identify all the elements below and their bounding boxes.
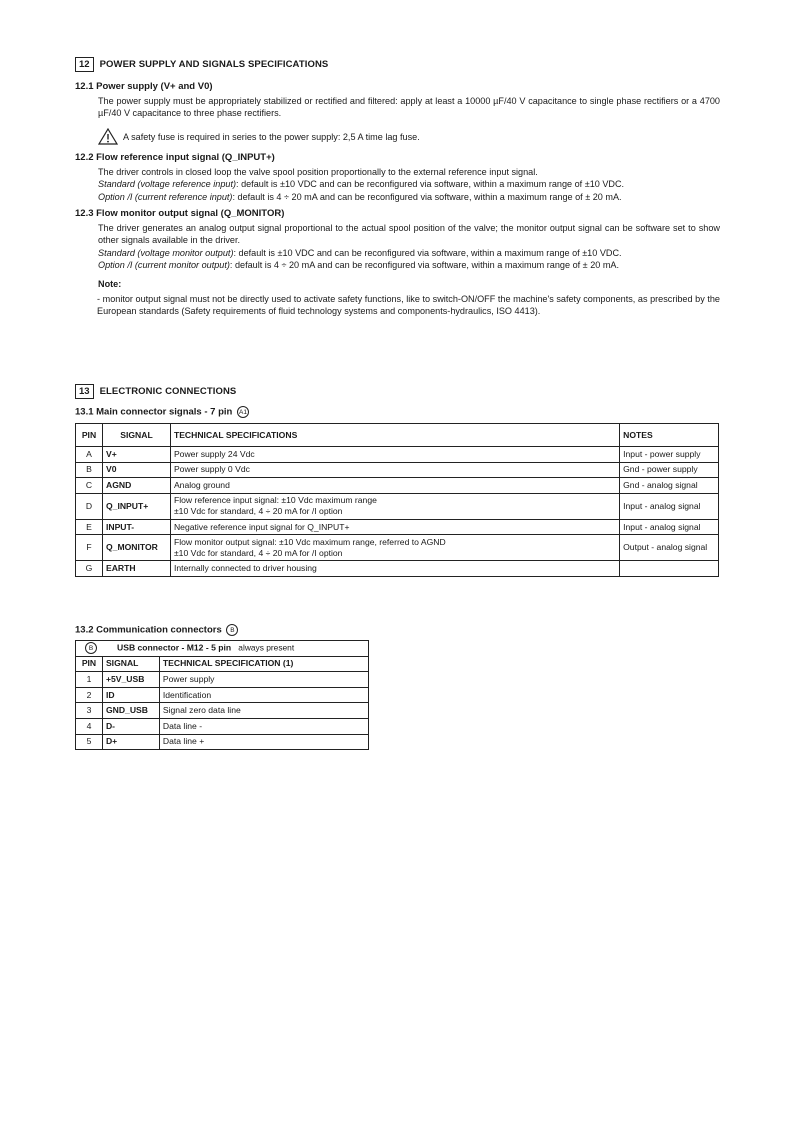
pin-cell: 4 [76,718,103,734]
flow-monitor-option [98,259,720,271]
table-row [76,519,719,535]
usb-title: USB connector - M12 - 5 pin [117,642,232,653]
pin-cell: A [76,447,103,463]
signal-cell: Q_INPUT+ [102,493,170,519]
pin-cell: G [76,561,103,577]
header-spec: TECHNICAL SPECIFICATION (1) [159,656,368,672]
spec-line: Flow monitor output signal: ±10 Vdc maximum range, referred to AGND [173,536,446,547]
notes-cell: Input - analog signal [620,519,719,535]
pin-cell: C [76,478,103,494]
section-12-header [75,57,328,72]
spec-cell: Identification [159,687,368,703]
option-text: : default is 4 ÷ 20 mA and can be reconfigured via software, within a maximum range of ± 20 mA. [232,191,622,202]
standard-text: : default is ±10 VDC and can be reconfigured via software, within a maximum range of ±10 VDC. [236,179,625,190]
section-title: ELECTRONIC CONNECTIONS [99,386,237,397]
spec-line: Flow reference input signal: ±10 Vdc maximum range [173,495,377,506]
flow-reference-line: The driver controls in closed loop the valve spool position proportionally to the external reference input signal. [98,167,538,177]
pin-cell: 2 [76,687,103,703]
signal-cell: AGND [102,478,170,494]
subsection-13-2-heading [75,624,238,636]
note-label: Note: [98,279,122,289]
spec-cell: Analog ground [170,478,619,494]
header-pin: PIN [76,424,103,447]
header-notes: NOTES [620,424,719,447]
spec-line: ±10 Vdc for standard, 4 ÷ 20 mA for /I option [173,547,343,558]
main-connector-table [75,423,719,577]
spec-cell: Data line - [159,718,368,734]
flow-reference-standard [98,178,720,190]
standard-label: Standard (voltage reference input) [98,179,237,190]
table-row [76,447,719,463]
pin-cell: D [76,493,103,519]
usb-title-row [76,641,369,657]
table-row [76,493,719,519]
subsection-12-3-heading: 12.3 Flow monitor output signal (Q_MONITOR) [75,208,285,219]
table-row [76,478,719,494]
pin-cell: 1 [76,672,103,688]
notes-cell: Gnd - power supply [620,462,719,478]
flow-reference-option [98,191,720,203]
heading-text: 13.1 Main connector signals - 7 pin [75,406,233,418]
signal-cell: GND_USB [102,703,159,719]
option-text: : default is 4 ÷ 20 mA and can be reconfigured via software, within a maximum range of ± 20 mA. [229,259,620,270]
usb-connector-table [75,640,369,750]
signal-cell: V0 [102,462,170,478]
notes-cell [620,561,719,577]
pin-cell: 5 [76,734,103,750]
option-label: Option /I (current reference input) [98,191,233,202]
usb-title-cell [76,641,369,657]
header-pin: PIN [76,656,103,672]
header-signal: SIGNAL [102,424,170,447]
notes-cell: Gnd - analog signal [620,478,719,494]
table-header-row [76,656,369,672]
table-row [76,687,369,703]
standard-label: Standard (voltage monitor output) [98,247,234,258]
table-row [76,672,369,688]
signal-cell: V+ [102,447,170,463]
warning-triangle-icon [98,128,118,145]
notes-cell: Input - analog signal [620,493,719,519]
subsection-13-1-heading [75,406,249,418]
spec-cell: Signal zero data line [159,703,368,719]
section-13-header [75,384,236,399]
signal-cell: +5V_USB [102,672,159,688]
signal-cell: INPUT- [102,519,170,535]
table-row [76,718,369,734]
subsection-12-1-heading: 12.1 Power supply (V+ and V0) [75,81,213,92]
safety-warning [98,128,420,145]
header-spec: TECHNICAL SPECIFICATIONS [170,424,619,447]
spec-cell: Negative reference input signal for Q_INPUT+ [170,519,619,535]
flow-monitor-text [98,222,720,271]
note-text: - monitor output signal must not be directly used to activate safety functions, like to switch-ON/OFF the machine's safety components, as prescribed by the European standards (Safety requirements of fluid technology systems and components-hydraulics, ISO 4413). [97,294,720,317]
spec-cell: Power supply [159,672,368,688]
table-row [76,703,369,719]
table-row [76,561,719,577]
flow-reference-text [98,166,720,203]
subsection-12-2-heading: 12.2 Flow reference input signal (Q_INPUT+) [75,152,275,163]
signal-cell: D+ [102,734,159,750]
warning-text: A safety fuse is required in series to the power supply: 2,5 A time lag fuse. [123,131,420,142]
signal-cell: D- [102,718,159,734]
table-row [76,462,719,478]
table-row [76,535,719,561]
connector-badge: A1 [237,406,249,418]
flow-monitor-line: The driver generates an analog output signal proportional to the actual spool position of the valve; the monitor output signal can be software set to show other signals available in the driver. [98,223,720,246]
pin-cell: E [76,519,103,535]
notes-cell: Input - power supply [620,447,719,463]
spec-line: ±10 Vdc for standard, 4 ÷ 20 mA for /I option [173,506,343,517]
pin-cell: F [76,535,103,561]
signal-cell: Q_MONITOR [102,535,170,561]
table-row [76,734,369,750]
header-signal: SIGNAL [102,656,159,672]
spec-cell: Internally connected to driver housing [170,561,619,577]
notes-cell: Output - analog signal [620,535,719,561]
table-header-row [76,424,719,447]
flow-monitor-standard [98,247,720,259]
power-supply-text: The power supply must be appropriately stabilized or rectified and filtered: apply at least a 10000 µF/40 V capacitance to single phase rectifiers or a 4700 µF/40 V capacitance to three phase rectifiers. [98,96,720,119]
standard-text: : default is ±10 VDC and can be reconfigured via software, within a maximum range of ±10 VDC. [233,247,622,258]
spec-cell: Data line + [159,734,368,750]
signal-cell: EARTH [102,561,170,577]
connector-badge: B [226,624,238,636]
spec-cell [170,493,619,519]
pin-cell: B [76,462,103,478]
spec-cell: Power supply 0 Vdc [170,462,619,478]
signal-cell: ID [102,687,159,703]
section-title: POWER SUPPLY AND SIGNALS SPECIFICATIONS [99,59,329,70]
section-number: 12 [75,57,94,72]
option-label: Option /I (current monitor output) [98,259,230,270]
spec-cell [170,535,619,561]
usb-badge: B [85,642,97,654]
pin-cell: 3 [76,703,103,719]
spec-cell: Power supply 24 Vdc [170,447,619,463]
heading-text: 13.2 Communication connectors [75,624,222,636]
usb-presence: always present [238,642,295,653]
section-number: 13 [75,384,94,399]
